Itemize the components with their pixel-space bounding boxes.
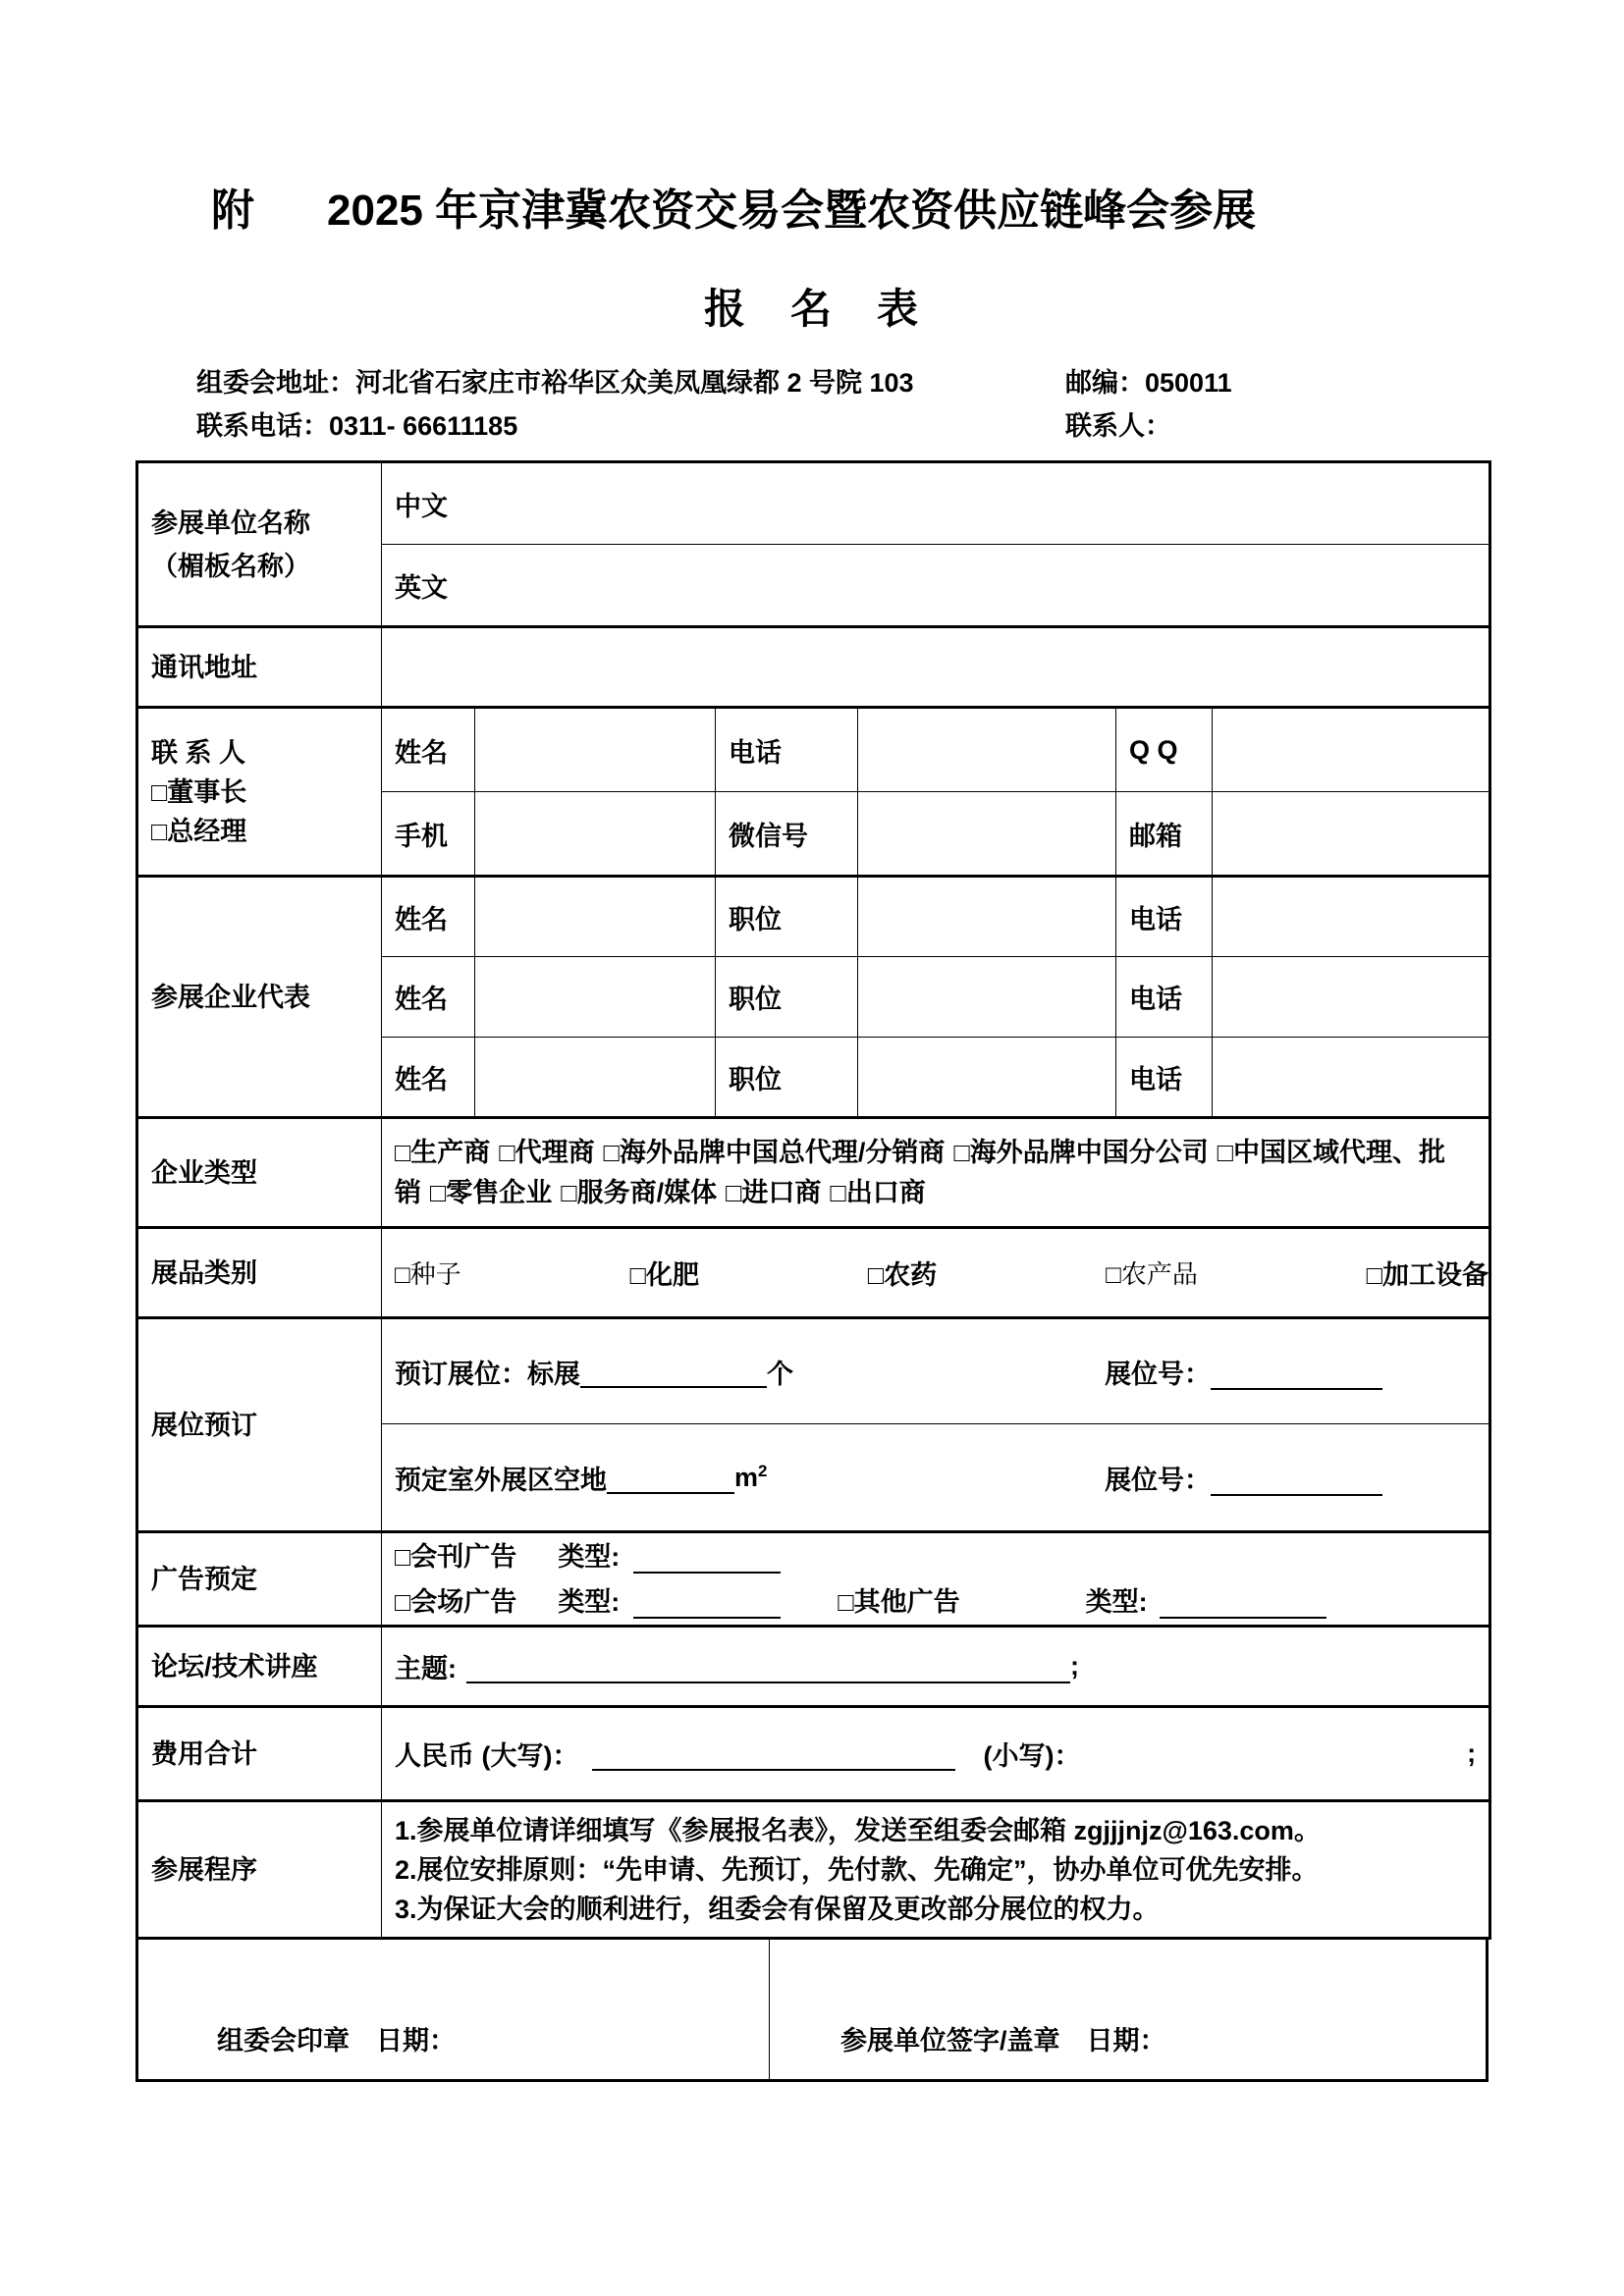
rep1-name-field[interactable] xyxy=(475,877,716,957)
organizer-phone-value: 0311- 66611185 xyxy=(329,411,518,441)
company-type-option-overseas-general-agent[interactable]: □海外品牌中国总代理/分销商 xyxy=(603,1137,946,1167)
ads-option-journal[interactable]: □会刊广告 xyxy=(395,1541,517,1572)
contact-option-chairman[interactable]: □董事长 xyxy=(151,776,247,807)
booth-no-label-1: 展位号： xyxy=(1105,1359,1212,1389)
contact-option-gm[interactable]: □总经理 xyxy=(151,816,247,846)
booth-standard-unit: 个 xyxy=(767,1359,793,1389)
organizer-phone-row xyxy=(196,404,1489,448)
forum-label: 论坛/技术讲座 xyxy=(137,1627,382,1707)
contact-email-field[interactable] xyxy=(1213,792,1490,877)
contact-wechat-field[interactable] xyxy=(858,792,1116,877)
forum-suffix: ; xyxy=(1070,1651,1079,1681)
exhibit-category-options xyxy=(382,1228,1490,1318)
contact-name-field[interactable] xyxy=(475,708,716,792)
registration-form-table xyxy=(135,460,1491,1940)
rep2-phone-field[interactable] xyxy=(1213,957,1490,1038)
rep2-name-field[interactable] xyxy=(475,957,716,1038)
organizer-seal-label: 组委会印章 日期： xyxy=(217,2026,456,2056)
company-type-option-producer[interactable]: □生产商 xyxy=(395,1137,491,1167)
mailing-address-label: 通讯地址 xyxy=(137,627,382,708)
booth-no-blank-1[interactable] xyxy=(1211,1357,1382,1390)
document-subtitle: 报 名 表 xyxy=(703,286,920,332)
ads-other-type-blank[interactable] xyxy=(1160,1585,1326,1619)
company-type-option-importer[interactable]: □进口商 xyxy=(726,1177,822,1207)
postcode xyxy=(1065,361,1232,404)
ads-venue-type-label: 类型: xyxy=(558,1586,621,1617)
document-title xyxy=(135,0,1489,238)
rep1-phone-field[interactable] xyxy=(1213,877,1490,957)
organizer-address xyxy=(196,361,1065,404)
ads-journal-type-label: 类型: xyxy=(558,1541,621,1572)
rep3-title-label: 职位 xyxy=(716,1038,858,1118)
forum-topic-label: 主题: xyxy=(395,1654,457,1683)
rep3-name-label: 姓名 xyxy=(382,1038,475,1118)
booth-outdoor-row xyxy=(382,1424,1490,1532)
company-type-option-agent[interactable]: □代理商 xyxy=(499,1137,595,1167)
exhibitor-signature-cell[interactable] xyxy=(770,1940,1486,2079)
exhibit-option-processing-equipment[interactable]: □加工设备 xyxy=(1366,1260,1489,1290)
contact-person xyxy=(1065,404,1171,448)
title-attachment-prefix: 附 xyxy=(211,187,254,235)
procedure-line-3: 3.为保证大会的顺利进行，组委会有保留及更改部分展位的权力。 xyxy=(395,1894,1160,1924)
rep3-name-field[interactable] xyxy=(475,1038,716,1118)
contact-phone-label: 电话 xyxy=(716,708,858,792)
unit-name-cn-label: 中文 xyxy=(395,491,448,521)
exhibit-option-fertilizer[interactable]: □化肥 xyxy=(629,1260,699,1290)
fee-small-label: (小写)： xyxy=(983,1741,1081,1771)
organizer-address-label: 组委会地址： xyxy=(196,368,355,398)
contact-person-label: 联系人： xyxy=(1065,411,1171,441)
exhibitor-signature-label: 参展单位签字/盖章 日期： xyxy=(840,2026,1166,2056)
ads-label: 广告预定 xyxy=(137,1532,382,1627)
booth-label: 展位预订 xyxy=(137,1318,382,1532)
booth-no-label-2: 展位号： xyxy=(1105,1465,1212,1495)
unit-name-cn-field[interactable] xyxy=(382,462,1490,545)
company-type-option-china-regional[interactable]: □中国区域代理、批销 xyxy=(395,1137,1446,1207)
organizer-phone-label: 联系电话： xyxy=(196,411,329,441)
fee-capital-blank[interactable] xyxy=(592,1737,955,1771)
company-type-option-retail[interactable]: □零售企业 xyxy=(430,1177,553,1207)
ads-option-other[interactable]: □其他广告 xyxy=(838,1586,960,1617)
contact-name-label: 姓名 xyxy=(382,708,475,792)
rep3-phone-label: 电话 xyxy=(1116,1038,1213,1118)
rep1-name-label: 姓名 xyxy=(382,877,475,957)
organizer-phone xyxy=(196,404,1065,448)
contact-qq-field[interactable] xyxy=(1213,708,1490,792)
contact-mobile-field[interactable] xyxy=(475,792,716,877)
booth-standard-count-blank[interactable] xyxy=(580,1355,767,1388)
ads-venue-type-blank[interactable] xyxy=(633,1585,781,1619)
rep1-phone-label: 电话 xyxy=(1116,877,1213,957)
mailing-address-field[interactable] xyxy=(382,627,1490,708)
fee-suffix: ; xyxy=(1467,1738,1477,1768)
contact-qq-label: Q Q xyxy=(1116,708,1213,792)
exhibit-option-agri-products[interactable]: □农产品 xyxy=(1106,1259,1198,1289)
contact-phone-field[interactable] xyxy=(858,708,1116,792)
title-main-text: 2025 年京津冀农资交易会暨农资供应链峰会参展 xyxy=(327,187,1257,235)
booth-outdoor-unit: $m^2$ xyxy=(734,1462,768,1492)
exhibit-category-label: 展品类别 xyxy=(137,1228,382,1318)
rep1-title-field[interactable] xyxy=(858,877,1116,957)
company-type-option-exporter[interactable]: □出口商 xyxy=(830,1177,926,1207)
unit-name-en-field[interactable] xyxy=(382,545,1490,627)
unit-name-label: 参展单位名称 （楣板名称） xyxy=(137,462,382,627)
ads-journal-type-blank[interactable] xyxy=(633,1540,781,1574)
organizer-address-value: 河北省石家庄市裕华区众美凤凰绿都 2 号院 103 xyxy=(355,368,914,398)
rep2-title-label: 职位 xyxy=(716,957,858,1038)
company-type-option-service-media[interactable]: □服务商/媒体 xyxy=(561,1177,718,1207)
organizer-address-row xyxy=(196,361,1489,404)
contact-label: 联 系 人 xyxy=(151,737,246,768)
rep1-title-label: 职位 xyxy=(716,877,858,957)
company-type-options xyxy=(382,1118,1490,1228)
representatives-label: 参展企业代表 xyxy=(137,877,382,1118)
organizer-info xyxy=(196,361,1489,448)
exhibit-option-pesticide[interactable]: □农药 xyxy=(867,1260,938,1290)
booth-standard-label: 预订展位：标展 xyxy=(395,1359,580,1389)
booth-standard-row xyxy=(382,1318,1490,1424)
forum-topic-row xyxy=(382,1627,1490,1707)
booth-outdoor-area-blank[interactable] xyxy=(607,1461,734,1494)
contact-wechat-label: 微信号 xyxy=(716,792,858,877)
postcode-label: 邮编： xyxy=(1065,368,1145,398)
contact-mobile-label: 手机 xyxy=(382,792,475,877)
forum-topic-blank[interactable] xyxy=(466,1650,1070,1683)
procedure-label: 参展程序 xyxy=(137,1801,382,1939)
company-type-label: 企业类型 xyxy=(137,1118,382,1228)
contact-label-cell xyxy=(137,708,382,877)
procedure-line-1: 1.参展单位请详细填写《参展报名表》，发送至组委会邮箱 zgjjjnjz@163.com。 xyxy=(395,1815,1321,1845)
booth-outdoor-label: 预定室外展区空地 xyxy=(395,1465,607,1495)
rep2-name-label: 姓名 xyxy=(382,957,475,1038)
procedure-line-2: 2.展位安排原则：“先申请、先预订，先付款、先确定”，协办单位可优先安排。 xyxy=(395,1854,1319,1885)
signature-row xyxy=(135,1940,1489,2082)
exhibit-option-seed[interactable]: □种子 xyxy=(395,1259,461,1289)
ads-other-type-label: 类型: xyxy=(1085,1586,1148,1617)
rep3-phone-field[interactable] xyxy=(1213,1038,1490,1118)
contact-email-label: 邮箱 xyxy=(1116,792,1213,877)
rep2-title-field[interactable] xyxy=(858,957,1116,1038)
procedure-text xyxy=(382,1801,1490,1939)
rep2-phone-label: 电话 xyxy=(1116,957,1213,1038)
fee-rmb-capital-label: 人民币 (大写)： xyxy=(395,1741,579,1771)
company-type-option-overseas-branch[interactable]: □海外品牌中国分公司 xyxy=(953,1137,1209,1167)
postcode-value: 050011 xyxy=(1145,368,1232,398)
fee-row xyxy=(382,1707,1490,1801)
booth-no-blank-2[interactable] xyxy=(1211,1463,1382,1496)
ads-option-venue[interactable]: □会场广告 xyxy=(395,1586,517,1617)
ads-options xyxy=(382,1532,1490,1627)
rep3-title-field[interactable] xyxy=(858,1038,1116,1118)
fee-label: 费用合计 xyxy=(137,1707,382,1801)
organizer-seal-cell[interactable] xyxy=(138,1940,770,2079)
unit-name-en-label: 英文 xyxy=(395,572,448,603)
